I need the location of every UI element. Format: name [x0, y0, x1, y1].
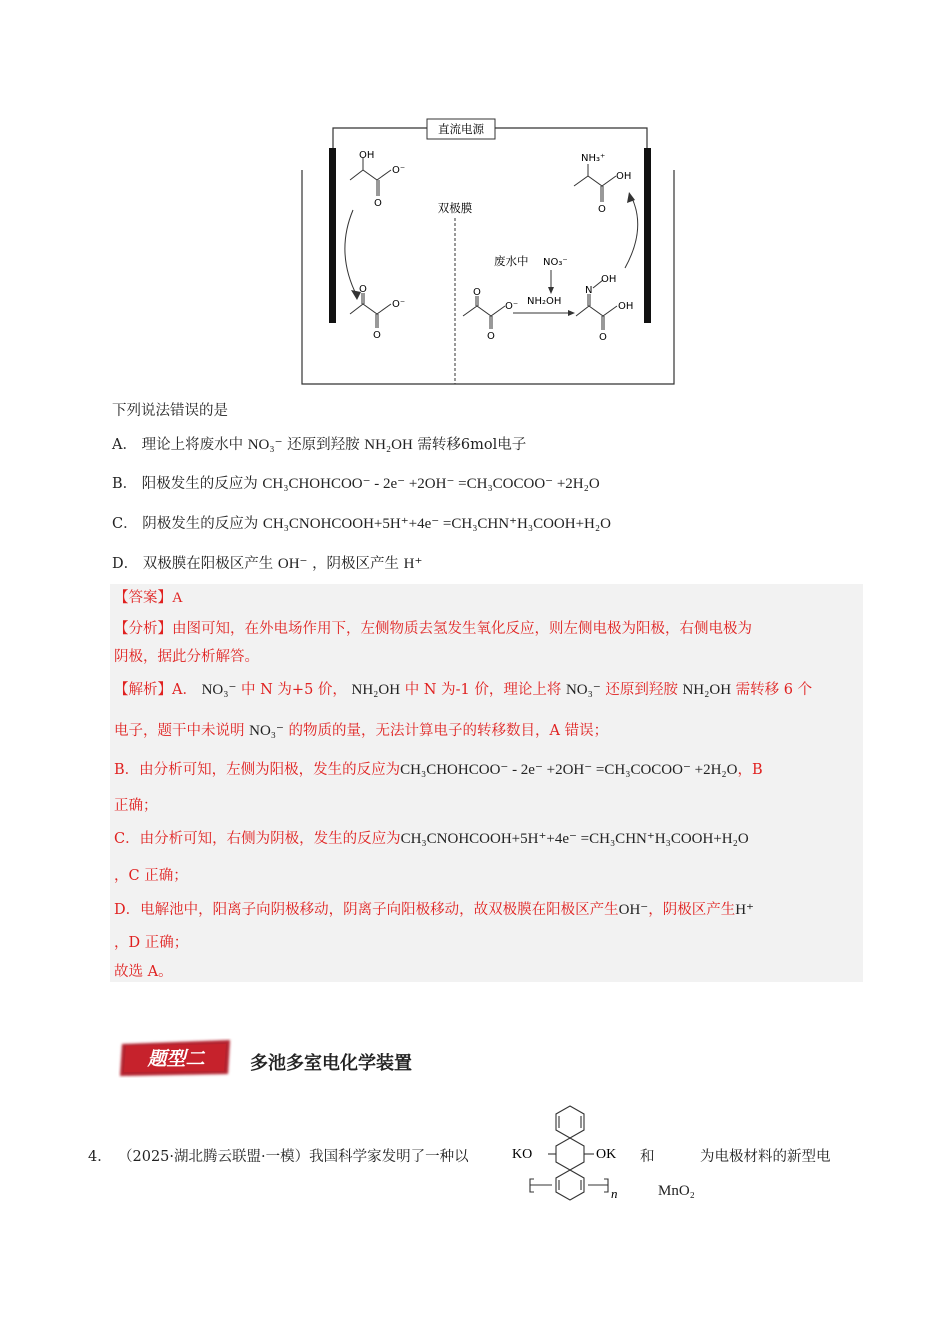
explain-b-1: B．由分析可知，左侧为阳极，发生的反应为 [114, 762, 401, 778]
nh2oh-label: NH₂OH [527, 296, 562, 307]
explain-b-2: ，B [737, 762, 763, 778]
explain-a-no3-2: NO₃⁻ [565, 682, 601, 698]
oxime-oh1: OH [601, 274, 617, 285]
answer-label: 【答案】 [114, 590, 172, 606]
explain-c-formula: CH₃CNOHCOOH+5H⁺+4e⁻ =CH₃CHN⁺H₃COOH+H₂O [400, 831, 749, 847]
q4-text-1: （2025·湖北腾云联盟·一模）我国科学家发明了一种以 [118, 1149, 469, 1165]
q4-and: 和 [640, 1149, 655, 1165]
explain-b-line-1 [114, 760, 763, 780]
option-a-no3: NO₃⁻ [247, 437, 283, 453]
option-d-text1: 双极膜在阳极区产生 [142, 556, 274, 572]
waste-label: 废水中 [494, 254, 529, 268]
alanine-nh3: NH₃⁺ [581, 153, 606, 164]
waste-no3: NO₃⁻ [543, 257, 568, 268]
option-b-text: 阳极发生的反应为 [141, 476, 258, 492]
oxime-arrowhead [568, 310, 575, 316]
explain-b-formula: CH₃CHOHCOO⁻ - 2e⁻ +2OH⁻ =CH₃COCOO⁻ +2H₂O [400, 762, 738, 778]
explain-c-line-2: ，C 正确； [114, 868, 188, 884]
section-banner-text: 题型二 [147, 1048, 205, 1070]
analysis-line-2: 阴极，据此分析解答。 [114, 649, 259, 665]
explain-d-1: D．电解池中，阳离子向阴极移动，阴离子向阳极移动，故双极膜在阳极区产生 [114, 902, 619, 918]
option-b [112, 474, 600, 494]
option-a [112, 435, 526, 455]
power-label: 直流电源 [438, 122, 484, 136]
option-c-text: 阴极发生的反应为 [142, 516, 259, 532]
explain-a-no3: NO₃⁻ [201, 682, 237, 698]
alanine-molecule [574, 164, 616, 202]
option-c [112, 514, 611, 534]
alanine-o: O [598, 204, 606, 215]
oxime-n: N [585, 285, 593, 296]
alanine-oh: OH [616, 171, 632, 182]
oxime-oh2: OH [618, 301, 634, 312]
anthraquinone-polymer-structure [508, 1100, 638, 1204]
pyruvate-right-ominus: O⁻ [505, 301, 519, 312]
electrolysis-diagram [295, 118, 685, 388]
explain-a-nh2oh: NH₂OH [351, 682, 401, 698]
answer-line [114, 588, 183, 608]
pyruvate-left-ominus: O⁻ [392, 299, 406, 310]
answer-box [110, 584, 863, 982]
q4-text-2: 为电极材料的新型电 [700, 1149, 831, 1165]
oxime-o: O [599, 332, 607, 343]
explain-a-6: 电子，题干中未说明 [114, 723, 245, 739]
question-prompt: 下列说法错误的是 [112, 403, 228, 419]
anode-reaction-arrow [345, 210, 357, 296]
explain-d-line-2: ，D 正确； [114, 935, 189, 951]
explain-c-1: C．由分析可知，右侧为阴极，发生的反应为 [114, 831, 401, 847]
option-d [112, 554, 422, 574]
explain-a-line-1 [114, 680, 812, 700]
option-d-oh: OH⁻ [277, 556, 308, 572]
pyruvate-right-molecule [463, 296, 505, 329]
option-c-letter: C． [112, 516, 138, 532]
anode-electrode [329, 148, 336, 323]
pyruvate-right-o2: O [487, 331, 495, 342]
final-answer: 故选 A。 [114, 964, 173, 980]
option-a-nh2oh: NH₂OH [364, 437, 413, 453]
cathode-electrode [644, 148, 651, 323]
pyruvate-left-o2: O [373, 330, 381, 341]
no3-arrowhead [548, 287, 554, 294]
explain-d-oh: OH⁻ [618, 902, 649, 918]
oxime-molecule [576, 280, 617, 330]
explain-d-2: ，阴极区产生 [648, 902, 736, 918]
n-subscript: n [611, 1186, 618, 1201]
explain-b-line-2: 正确； [114, 798, 158, 814]
option-a-text2: 还原到羟胺 [287, 437, 360, 453]
cell-container [302, 170, 674, 384]
explain-a-line-2 [114, 721, 608, 741]
explain-a-7: 的物质的量，无法计算电子的转移数目，A 错误； [288, 723, 609, 739]
option-a-text1: 理论上将废水中 [141, 437, 244, 453]
explain-a-no3-3: NO₃⁻ [249, 723, 284, 739]
lactate-o: O [374, 198, 382, 209]
lactate-ominus: O⁻ [392, 165, 406, 176]
pyruvate-right-o1: O [473, 287, 481, 298]
explain-a-4: 还原到羟胺 [605, 682, 678, 698]
lactate-molecule [350, 158, 391, 196]
explain-a-2: 中 N 为+5 价， [241, 682, 347, 698]
option-a-text3: 需转移6mol电子 [417, 437, 527, 453]
cathode-reaction-arrow [625, 196, 638, 268]
lactate-oh: OH [359, 150, 375, 161]
analysis-text-1: 由图可知，在外电场作用下，左侧物质去氢发生氧化反应，则左侧电极为阳极，右侧电极为 [172, 621, 752, 637]
pyruvate-left-o1: O [359, 284, 367, 295]
explain-a-nh2oh-2: NH₂OH [682, 682, 732, 698]
q4-number: 4． [88, 1149, 112, 1165]
section-title: 多池多室电化学装置 [250, 1053, 412, 1074]
option-c-formula: CH₃CNOHCOOH+5H⁺+4e⁻ =CH₃CHN⁺H₃COOH+H₂O [262, 516, 611, 532]
option-b-formula: CH₃CHOHCOO⁻ - 2e⁻ +2OH⁻ =CH₃COCOO⁻ +2H₂O [262, 476, 600, 492]
explain-d-line-1 [114, 900, 754, 920]
explain-a-5: 需转移 6 个 [735, 682, 813, 698]
analysis-label: 【分析】 [114, 621, 172, 637]
q4-mno2: MnO₂ [658, 1183, 695, 1199]
answer-value: A [172, 590, 183, 606]
membrane-label: 双极膜 [437, 201, 473, 215]
analysis-line-1 [114, 619, 752, 639]
option-a-letter: A． [112, 437, 137, 453]
option-d-text2: ，阴极区产生 [312, 556, 400, 572]
explain-label: 【解析】 [114, 682, 172, 698]
explain-a-3: 中 N 为-1 价，理论上将 [404, 682, 562, 698]
explain-d-h: H⁺ [735, 902, 754, 918]
ok-label: OK [596, 1147, 617, 1162]
option-b-letter: B． [112, 476, 138, 492]
option-d-h: H⁺ [403, 556, 423, 572]
explain-a-1: A． [172, 682, 197, 698]
ko-label: KO [512, 1147, 533, 1162]
option-d-letter: D． [112, 556, 139, 572]
section-banner [118, 1038, 234, 1078]
explain-c-line-1 [114, 829, 749, 849]
